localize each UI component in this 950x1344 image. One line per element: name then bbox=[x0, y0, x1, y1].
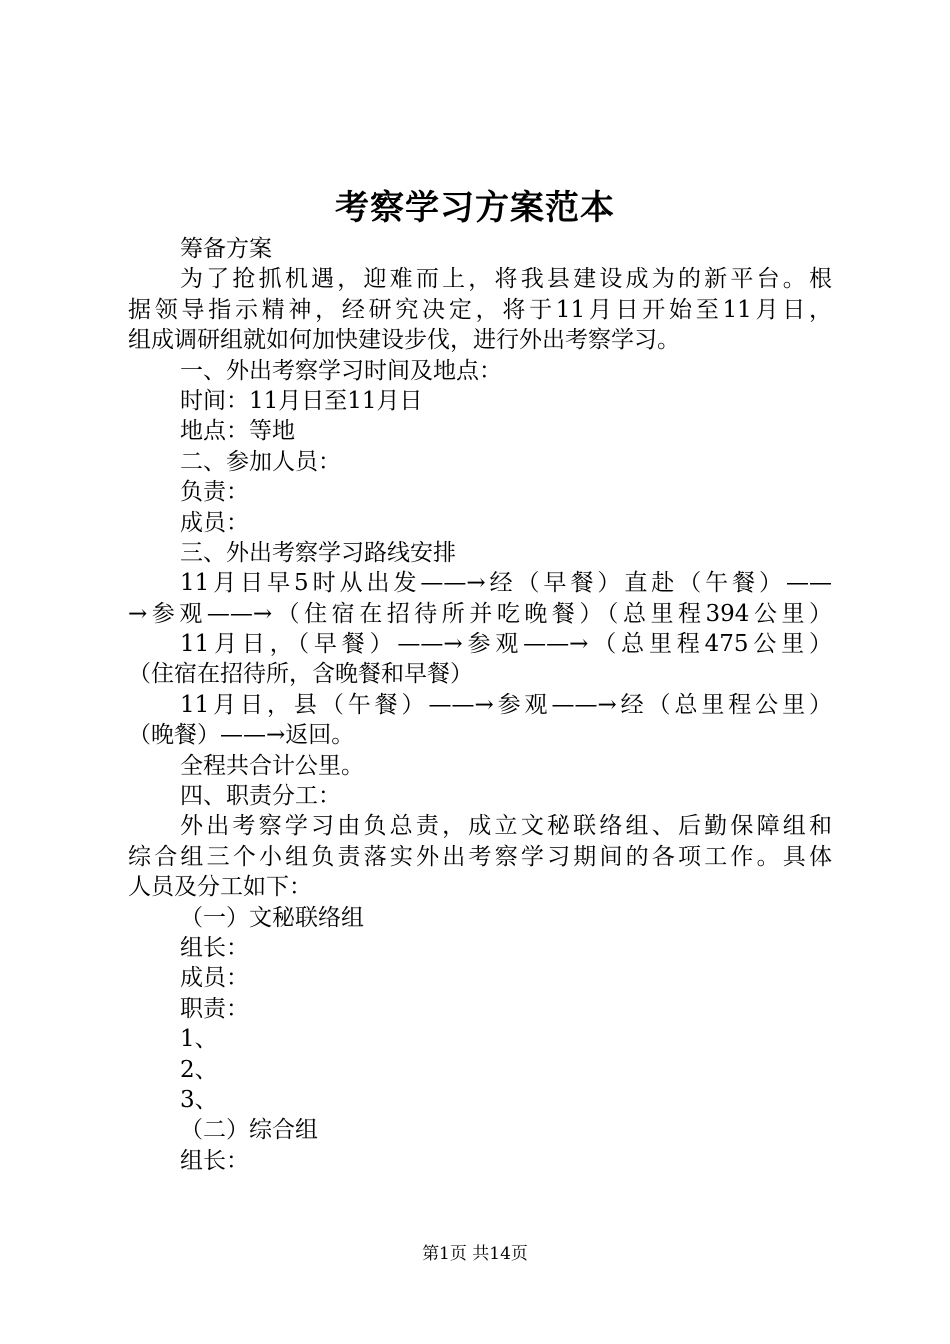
section-heading: 二、参加人员： bbox=[180, 448, 341, 475]
list-item: 2、 bbox=[180, 1056, 218, 1083]
paragraph-line: 职责： bbox=[180, 995, 249, 1022]
paragraph-line: 地点：等地 bbox=[180, 418, 295, 445]
subsection-heading: （二）综合组 bbox=[180, 1117, 318, 1144]
section-heading: 一、外出考察学习时间及地点： bbox=[180, 357, 502, 384]
paragraph-line: 成员： bbox=[180, 965, 249, 992]
paragraph-line: 负责： bbox=[180, 479, 249, 506]
document-title: 考察学习方案范本 bbox=[335, 188, 615, 228]
paragraph-line: 全程共合计公里。 bbox=[180, 752, 364, 779]
paragraph-line: 综合组三个小组负责落实外出考察学习期间的各项工作。具体 bbox=[128, 843, 832, 870]
paragraph-line: 成员： bbox=[180, 509, 249, 536]
paragraph-line: 11月日，县（午餐）——→参观——→经（总里程公里） bbox=[180, 691, 832, 718]
paragraph-line: 11月日，（早餐）——→参观——→（总里程475公里） bbox=[180, 631, 832, 658]
section-heading: 四、职责分工： bbox=[180, 783, 341, 810]
list-item: 1、 bbox=[180, 1026, 218, 1053]
section-heading: 三、外出考察学习路线安排 bbox=[180, 539, 456, 566]
paragraph-line: 外出考察学习由负总责，成立文秘联络组、后勤保障组和 bbox=[180, 813, 832, 840]
paragraph-line: 11月日早5时从出发——→经（早餐）直赴（午餐）—— bbox=[180, 570, 832, 597]
document-body bbox=[128, 234, 832, 1176]
paragraph-line: 人员及分工如下： bbox=[128, 874, 312, 901]
paragraph-heading: 筹备方案 bbox=[180, 236, 272, 262]
page-footer: 第1页 共14页 bbox=[422, 1244, 528, 1264]
paragraph-line: （晚餐）——→返回。 bbox=[128, 722, 355, 749]
paragraph-line: 组成调研组就如何加快建设步伐，进行外出考察学习。 bbox=[128, 327, 680, 354]
paragraph-line: 为了抢抓机遇，迎难而上，将我县建设成为的新平台。根 bbox=[180, 266, 832, 293]
paragraph-line: 组长： bbox=[180, 1147, 249, 1174]
paragraph-line: →参观——→（住宿在招待所并吃晚餐）（总里程394公里） bbox=[128, 600, 832, 627]
paragraph-line: （住宿在招待所，含晚餐和早餐） bbox=[128, 661, 473, 688]
paragraph-line: 组长： bbox=[180, 934, 249, 961]
list-item: 3、 bbox=[180, 1086, 218, 1113]
subsection-heading: （一）文秘联络组 bbox=[180, 904, 364, 931]
paragraph-line: 据领导指示精神，经研究决定，将于11月日开始至11月日， bbox=[128, 296, 832, 323]
paragraph-line: 时间：11月日至11月日 bbox=[180, 387, 423, 414]
